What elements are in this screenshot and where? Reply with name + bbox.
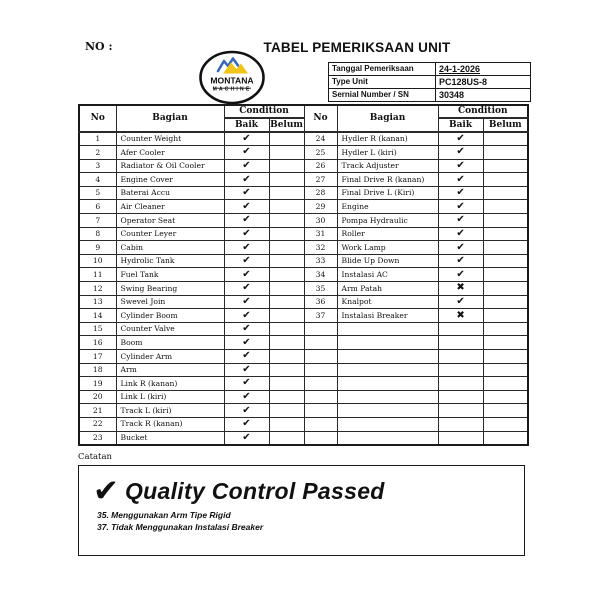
belum-mark-cell <box>483 173 528 187</box>
table-row <box>79 282 528 296</box>
no-cell <box>304 390 337 404</box>
belum-mark-cell <box>269 350 304 364</box>
no-cell: 15 <box>79 322 116 336</box>
no-cell <box>304 377 337 391</box>
baik-mark-cell: ✔ <box>224 309 269 323</box>
no-cell: 10 <box>79 254 116 268</box>
baik-mark-cell: ✔ <box>224 254 269 268</box>
table-row <box>79 268 528 282</box>
bagian-cell: Afer Cooler <box>116 146 224 160</box>
bagian-cell: Cylinder Arm <box>116 350 224 364</box>
no-cell: 9 <box>79 241 116 255</box>
bagian-cell <box>337 377 438 391</box>
doc-number-label: NO : <box>85 40 113 53</box>
no-cell: 4 <box>79 173 116 187</box>
baik-mark-cell: ✔ <box>224 146 269 160</box>
table-row <box>79 132 528 146</box>
catatan-label: Catatan <box>78 452 113 462</box>
bagian-cell <box>337 404 438 418</box>
no-cell: 25 <box>304 146 337 160</box>
table-row <box>79 431 528 445</box>
baik-mark-cell: ✔ <box>224 377 269 391</box>
no-cell: 34 <box>304 268 337 282</box>
baik-mark-cell: ✔ <box>224 186 269 200</box>
bagian-cell: Blide Up Down <box>337 254 438 268</box>
table-row <box>79 309 528 323</box>
table-header-row <box>79 105 528 118</box>
header-no-right: No <box>304 105 337 132</box>
bagian-cell: Work Lamp <box>337 241 438 255</box>
baik-mark-cell <box>438 417 483 431</box>
baik-mark-cell: ✔ <box>224 404 269 418</box>
table-row <box>79 227 528 241</box>
bagian-cell <box>337 336 438 350</box>
header-condition-left: Condition <box>224 105 304 118</box>
no-cell <box>304 350 337 364</box>
no-cell: 22 <box>79 417 116 431</box>
belum-mark-cell <box>483 214 528 228</box>
no-cell: 28 <box>304 186 337 200</box>
info-row-type-unit <box>329 76 531 89</box>
bagian-cell <box>337 417 438 431</box>
table-row <box>79 363 528 377</box>
belum-mark-cell <box>483 336 528 350</box>
belum-mark-cell <box>483 322 528 336</box>
bagian-cell: Link R (kanan) <box>116 377 224 391</box>
baik-mark-cell <box>438 336 483 350</box>
header-belum-right: Belum <box>483 118 528 132</box>
bagian-cell: Swing Bearing <box>116 282 224 296</box>
baik-mark-cell: ✔ <box>224 159 269 173</box>
logo-name: MONTANA <box>210 75 254 86</box>
inspection-checklist-table <box>78 104 529 446</box>
qc-notes <box>97 509 524 534</box>
baik-mark-cell: ✔ <box>438 173 483 187</box>
unit-info-table <box>328 62 531 102</box>
bagian-cell: Boom <box>116 336 224 350</box>
no-cell: 13 <box>79 295 116 309</box>
belum-mark-cell <box>483 390 528 404</box>
table-row <box>79 390 528 404</box>
belum-mark-cell <box>269 173 304 187</box>
baik-mark-cell: ✔ <box>438 268 483 282</box>
belum-mark-cell <box>269 186 304 200</box>
no-cell: 23 <box>79 431 116 445</box>
baik-mark-cell: ✔ <box>224 214 269 228</box>
bagian-cell: Roller <box>337 227 438 241</box>
bagian-cell: Cabin <box>116 241 224 255</box>
bagian-cell: Link L (kiri) <box>116 390 224 404</box>
header-condition-right: Condition <box>438 105 528 118</box>
header-bagian-right: Bagian <box>337 105 438 132</box>
bagian-cell: Engine <box>337 200 438 214</box>
qc-passed-row <box>93 473 524 509</box>
no-cell: 8 <box>79 227 116 241</box>
baik-mark-cell: ✔ <box>224 132 269 146</box>
bagian-cell: Counter Leyer <box>116 227 224 241</box>
no-cell: 17 <box>79 350 116 364</box>
bagian-cell: Final Drive R (kanan) <box>337 173 438 187</box>
belum-mark-cell <box>483 377 528 391</box>
baik-mark-cell: ✔ <box>224 322 269 336</box>
table-row <box>79 322 528 336</box>
belum-mark-cell <box>269 390 304 404</box>
info-label: Sernial Number / SN <box>329 89 436 102</box>
no-cell: 32 <box>304 241 337 255</box>
no-cell: 12 <box>79 282 116 296</box>
belum-mark-cell <box>483 200 528 214</box>
bagian-cell: Cylinder Boom <box>116 309 224 323</box>
bagian-cell <box>337 431 438 445</box>
belum-mark-cell <box>483 132 528 146</box>
baik-mark-cell <box>438 363 483 377</box>
baik-mark-cell: ✔ <box>438 254 483 268</box>
table-row <box>79 200 528 214</box>
no-cell: 7 <box>79 214 116 228</box>
bagian-cell: Track L (kiri) <box>116 404 224 418</box>
no-cell <box>304 417 337 431</box>
info-row-tanggal <box>329 63 531 76</box>
qc-check-icon: ✔ <box>93 473 119 509</box>
no-cell: 5 <box>79 186 116 200</box>
belum-mark-cell <box>483 350 528 364</box>
qc-passed-text: Quality Control Passed <box>124 478 385 504</box>
table-row <box>79 173 528 187</box>
belum-mark-cell <box>483 309 528 323</box>
header-baik-left: Baik <box>224 118 269 132</box>
no-cell: 3 <box>79 159 116 173</box>
no-cell: 27 <box>304 173 337 187</box>
info-value-serial: 30348 <box>436 89 531 102</box>
belum-mark-cell <box>269 417 304 431</box>
baik-mark-cell: ✔ <box>224 363 269 377</box>
baik-mark-cell: ✔ <box>438 214 483 228</box>
info-label: Tanggal Pemeriksaan <box>329 63 436 76</box>
table-row <box>79 186 528 200</box>
bagian-cell: Final Drive L (Kiri) <box>337 186 438 200</box>
qc-note-35: 35. Menggunakan Arm Tipe Rigid <box>97 510 231 520</box>
baik-mark-cell <box>438 404 483 418</box>
belum-mark-cell <box>269 363 304 377</box>
bagian-cell: Engine Cover <box>116 173 224 187</box>
bagian-cell: Radiator & Oil Cooler <box>116 159 224 173</box>
bagian-cell <box>337 350 438 364</box>
header-bagian-left: Bagian <box>116 105 224 132</box>
belum-mark-cell <box>269 132 304 146</box>
baik-mark-cell <box>438 390 483 404</box>
belum-mark-cell <box>269 159 304 173</box>
baik-mark-cell: ✔ <box>224 350 269 364</box>
belum-mark-cell <box>483 268 528 282</box>
baik-mark-cell <box>438 377 483 391</box>
no-cell: 14 <box>79 309 116 323</box>
info-value-tanggal: 24-1-2026 <box>436 63 531 76</box>
no-cell: 26 <box>304 159 337 173</box>
info-label: Type Unit <box>329 76 436 89</box>
belum-mark-cell <box>269 146 304 160</box>
bagian-cell: Instalasi AC <box>337 268 438 282</box>
info-row-serial <box>329 89 531 102</box>
no-cell: 6 <box>79 200 116 214</box>
table-row <box>79 377 528 391</box>
baik-mark-cell: ✔ <box>438 227 483 241</box>
bagian-cell: Air Cleaner <box>116 200 224 214</box>
belum-mark-cell <box>483 159 528 173</box>
header-belum-left: Belum <box>269 118 304 132</box>
baik-mark-cell: ✔ <box>224 241 269 255</box>
header-no-left: No <box>79 105 116 132</box>
belum-mark-cell <box>483 227 528 241</box>
no-cell: 18 <box>79 363 116 377</box>
baik-mark-cell: ✔ <box>438 295 483 309</box>
no-cell: 20 <box>79 390 116 404</box>
baik-mark-cell: ✔ <box>224 173 269 187</box>
belum-mark-cell <box>483 404 528 418</box>
belum-mark-cell <box>483 417 528 431</box>
table-row <box>79 159 528 173</box>
checklist-body <box>79 132 528 445</box>
baik-mark-cell: ✔ <box>438 159 483 173</box>
table-row <box>79 404 528 418</box>
bagian-cell: Counter Valve <box>116 322 224 336</box>
table-row <box>79 254 528 268</box>
baik-mark-cell: ✔ <box>224 268 269 282</box>
belum-mark-cell <box>483 431 528 445</box>
logo-subname: MACHINE <box>212 86 252 93</box>
baik-mark-cell: ✔ <box>438 132 483 146</box>
belum-mark-cell <box>269 241 304 255</box>
belum-mark-cell <box>269 282 304 296</box>
belum-mark-cell <box>269 322 304 336</box>
no-cell: 30 <box>304 214 337 228</box>
no-cell: 19 <box>79 377 116 391</box>
qc-note-37: 37. Tidak Menggunakan Instalasi Breaker <box>97 522 264 533</box>
bagian-cell: Arm Patah <box>337 282 438 296</box>
belum-mark-cell <box>269 268 304 282</box>
belum-mark-cell <box>269 227 304 241</box>
no-cell: 36 <box>304 295 337 309</box>
table-row <box>79 146 528 160</box>
baik-mark-cell: ✔ <box>224 200 269 214</box>
belum-mark-cell <box>483 282 528 296</box>
bagian-cell: Hydler R (kanan) <box>337 132 438 146</box>
bagian-cell <box>337 363 438 377</box>
no-cell: 1 <box>79 132 116 146</box>
belum-mark-cell <box>269 295 304 309</box>
table-row <box>79 336 528 350</box>
table-row <box>79 350 528 364</box>
bagian-cell: Arm <box>116 363 224 377</box>
baik-mark-cell: ✔ <box>438 186 483 200</box>
no-cell <box>304 322 337 336</box>
no-cell <box>304 336 337 350</box>
table-row <box>79 295 528 309</box>
table-row <box>79 214 528 228</box>
page-title: TABEL PEMERIKSAAN UNIT <box>263 40 451 55</box>
bagian-cell: Knalpot <box>337 295 438 309</box>
bagian-cell: Track Adjuster <box>337 159 438 173</box>
no-cell <box>304 404 337 418</box>
bagian-cell: Counter Weight <box>116 132 224 146</box>
baik-mark-cell: ✔ <box>438 146 483 160</box>
belum-mark-cell <box>269 336 304 350</box>
baik-mark-cell: ✔ <box>438 200 483 214</box>
baik-mark-cell: ✔ <box>224 282 269 296</box>
belum-mark-cell <box>483 295 528 309</box>
baik-mark-cell: ✖ <box>438 309 483 323</box>
no-cell: 33 <box>304 254 337 268</box>
bagian-cell: Instalasi Breaker <box>337 309 438 323</box>
bagian-cell <box>337 322 438 336</box>
baik-mark-cell <box>438 350 483 364</box>
catatan-notes-box <box>78 465 525 556</box>
table-row <box>79 417 528 431</box>
belum-mark-cell <box>269 200 304 214</box>
baik-mark-cell <box>438 322 483 336</box>
no-cell: 37 <box>304 309 337 323</box>
belum-mark-cell <box>483 363 528 377</box>
no-cell: 2 <box>79 146 116 160</box>
table-row <box>79 241 528 255</box>
belum-mark-cell <box>483 254 528 268</box>
belum-mark-cell <box>483 186 528 200</box>
info-value-type-unit: PC128US-8 <box>436 76 531 89</box>
baik-mark-cell: ✔ <box>224 431 269 445</box>
bagian-cell: Fuel Tank <box>116 268 224 282</box>
no-cell: 31 <box>304 227 337 241</box>
bagian-cell: Pompa Hydraulic <box>337 214 438 228</box>
baik-mark-cell: ✔ <box>224 227 269 241</box>
baik-mark-cell: ✔ <box>224 390 269 404</box>
belum-mark-cell <box>269 404 304 418</box>
no-cell: 35 <box>304 282 337 296</box>
header-baik-right: Baik <box>438 118 483 132</box>
baik-mark-cell: ✔ <box>224 336 269 350</box>
bagian-cell: Track R (kanan) <box>116 417 224 431</box>
no-cell: 16 <box>79 336 116 350</box>
bagian-cell: Swevel Join <box>116 295 224 309</box>
bagian-cell: Hydrolic Tank <box>116 254 224 268</box>
bagian-cell: Bucket <box>116 431 224 445</box>
bagian-cell: Hydler L (kiri) <box>337 146 438 160</box>
baik-mark-cell: ✔ <box>224 417 269 431</box>
belum-mark-cell <box>269 431 304 445</box>
no-cell: 29 <box>304 200 337 214</box>
no-cell <box>304 431 337 445</box>
baik-mark-cell <box>438 431 483 445</box>
no-cell <box>304 363 337 377</box>
baik-mark-cell: ✖ <box>438 282 483 296</box>
baik-mark-cell: ✔ <box>224 295 269 309</box>
belum-mark-cell <box>483 241 528 255</box>
bagian-cell: Baterai Accu <box>116 186 224 200</box>
logo-graphic <box>198 50 266 105</box>
belum-mark-cell <box>269 377 304 391</box>
belum-mark-cell <box>269 254 304 268</box>
belum-mark-cell <box>269 309 304 323</box>
belum-mark-cell <box>269 214 304 228</box>
belum-mark-cell <box>483 146 528 160</box>
bagian-cell: Operator Seat <box>116 214 224 228</box>
montana-machine-logo <box>198 50 266 110</box>
no-cell: 24 <box>304 132 337 146</box>
no-cell: 11 <box>79 268 116 282</box>
baik-mark-cell: ✔ <box>438 241 483 255</box>
bagian-cell <box>337 390 438 404</box>
no-cell: 21 <box>79 404 116 418</box>
